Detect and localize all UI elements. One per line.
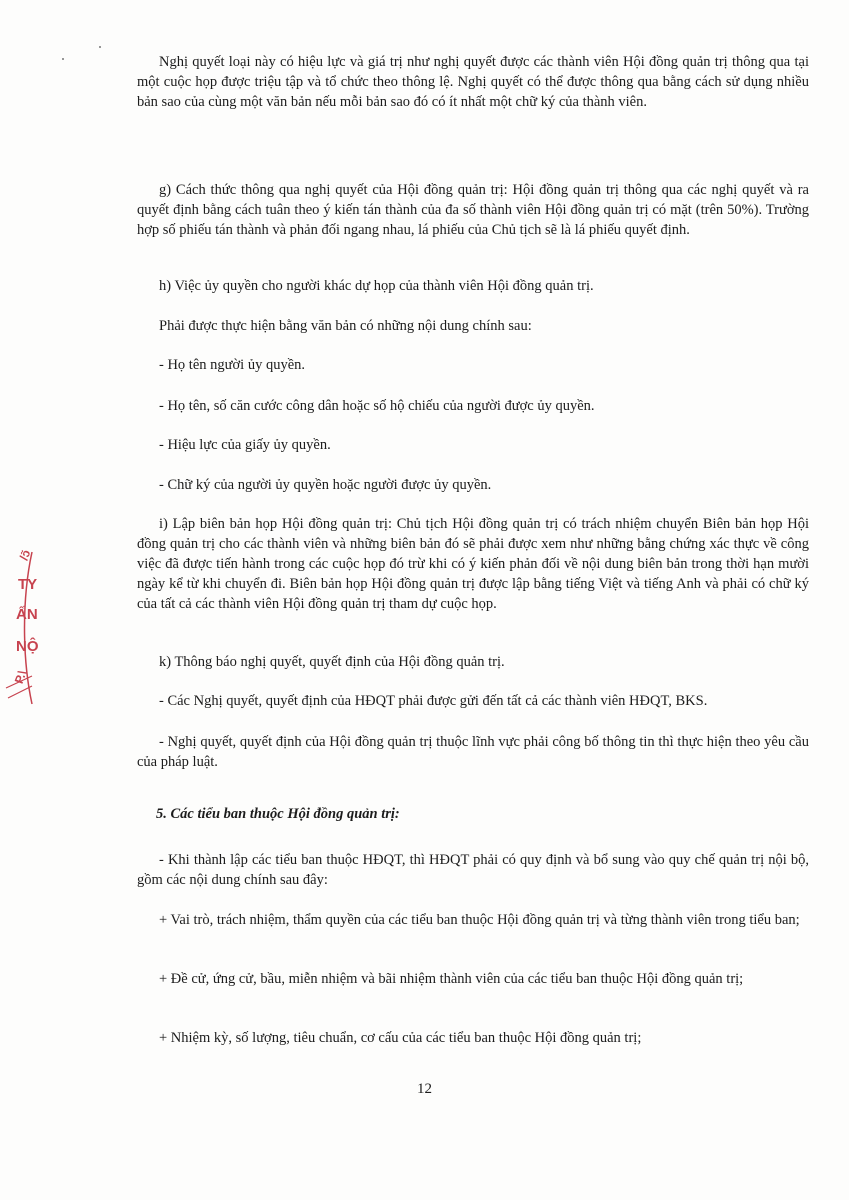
section-heading: 5. Các tiểu ban thuộc Hội đồng quản trị: — [156, 806, 400, 822]
list-item: + Đề cử, ứng cử, bầu, miễn nhiệm và bãi nhiệm thành viên của các tiểu ban thuộc Hội đồng quản trị; — [159, 971, 744, 987]
paragraph: i) Lập biên bản họp Hội đồng quản trị: Chủ tịch Hội đồng quản trị có trách nhiệm chuyển Biên bản họp Hội đồng quản trị cho các thành viên và những biên bản đó sẽ phải được xem như những bằng chứng xác thực về công việc đã được tiến hành trong các cuộc họp đó trừ khi có ý kiến phản đối về nội dung biên bản trong thời hạn mười ngày kể từ khi chuyển đi. Biên bản họp Hội đồng quản trị được lập bằng tiếng Việt và tiếng Anh và phải có chữ ký của tất cả các thành viên Hội đồng quản trị tham dự cuộc họp. — [137, 516, 809, 612]
scan-speck — [99, 46, 101, 48]
list-item: - Họ tên, số căn cước công dân hoặc số hộ chiếu của người được ủy quyền. — [159, 398, 595, 414]
scan-speck — [62, 58, 64, 60]
stamp-text: /ɔ̃ — [16, 547, 34, 563]
list-item: - Hiệu lực của giấy ủy quyền. — [159, 437, 331, 453]
list-item: - Nghị quyết, quyết định của Hội đồng quản trị thuộc lĩnh vực phải công bố thông tin thì thực hiện theo yêu cầu của pháp luật. — [137, 734, 809, 770]
paragraph: g) Cách thức thông qua nghị quyết của Hội đồng quản trị: Hội đồng quản trị thông qua các nghị quyết và ra quyết định bằng cách tuân theo ý kiến tán thành của đa số thành viên Hội đồng quản trị có mặt (trên 50%). Trường hợp số phiếu tán thành và phản đối ngang nhau, lá phiếu của Chủ tịch sẽ là lá phiếu quyết định. — [137, 182, 809, 238]
list-item: + Vai trò, trách nhiệm, thẩm quyền của các tiểu ban thuộc Hội đồng quản trị và từng thành viên trong tiểu ban; — [159, 912, 800, 928]
page-number: 12 — [417, 1081, 432, 1097]
paragraph: Nghị quyết loại này có hiệu lực và giá trị như nghị quyết được các thành viên Hội đồng quản trị thông qua tại một cuộc họp được triệu tập và tổ chức theo thông lệ. Nghị quyết có thể được thông qua bằng cách sử dụng nhiều bản sao của cùng một văn bản nếu mỗi bản sao đó có ít nhất một chữ ký của thành viên. — [137, 54, 809, 110]
red-stamp-fragment — [2, 547, 39, 708]
list-item: + Nhiệm kỳ, số lượng, tiêu chuẩn, cơ cấu của các tiểu ban thuộc Hội đồng quản trị; — [159, 1030, 642, 1046]
stamp-text: NỘ — [16, 638, 39, 655]
paragraph: k) Thông báo nghị quyết, quyết định của Hội đồng quản trị. — [159, 654, 505, 670]
list-item: - Chữ ký của người ủy quyền hoặc người được ủy quyền. — [159, 477, 492, 493]
stamp-text: TY — [18, 576, 38, 593]
stamp-rim-icon — [2, 548, 36, 708]
paragraph: h) Việc ủy quyền cho người khác dự họp của thành viên Hội đồng quản trị. — [159, 278, 594, 294]
stamp-text: P.\ — [11, 668, 30, 686]
list-item: - Các Nghị quyết, quyết định của HĐQT phải được gửi đến tất cả các thành viên HĐQT, BKS. — [159, 693, 708, 709]
paragraph: Phải được thực hiện bằng văn bản có những nội dung chính sau: — [159, 318, 532, 334]
paragraph: - Khi thành lập các tiểu ban thuộc HĐQT, thì HĐQT phải có quy định và bổ sung vào quy chế quản trị nội bộ, gồm các nội dung chính sau đây: — [137, 852, 809, 888]
list-item: - Họ tên người ủy quyền. — [159, 357, 306, 373]
stamp-text: ẤN — [16, 606, 38, 623]
